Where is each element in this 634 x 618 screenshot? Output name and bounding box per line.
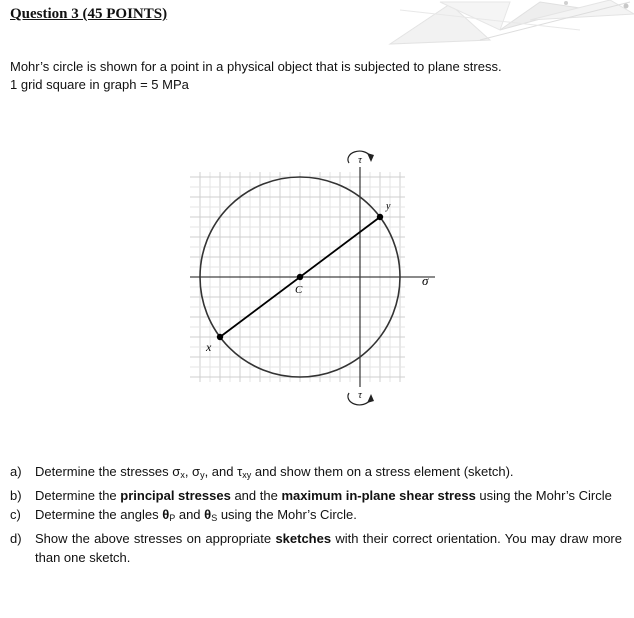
sigma-label: σ [422,273,429,288]
text-run: Determine the [35,487,121,503]
text-run: and the [230,487,282,503]
point-x [217,334,223,340]
question-title: Question 3 (45 POINTS) [10,6,168,22]
intro-text [10,58,502,94]
subscript: y [200,470,205,480]
question-b [10,486,622,506]
tau-label-top: τ [358,155,362,166]
point-y-label: y [386,201,391,212]
text-run: using the Mohr’s Circle [475,487,612,503]
mohrs-circle-figure [120,112,450,442]
center-point [297,274,303,280]
text-run: and show them on a stress element (sketch). [251,464,514,479]
text-run: and [175,507,205,522]
tau-label-bottom: τ [358,390,362,401]
question-a [10,462,622,486]
tau-symbol: τ [237,464,243,479]
text-run: , [184,464,193,479]
question-list [10,462,622,568]
sigma-symbol: σ [192,464,201,479]
question-a-label: a) [10,464,22,479]
text-run: Determine the stresses [35,464,173,479]
text-run: Determine the angles [35,507,163,522]
question-c [10,505,622,529]
sigma-symbol: σ [172,464,181,479]
theta-symbol: θ [204,507,212,522]
text-run: , and [204,464,238,479]
subscript: P [169,513,176,523]
question-a-text [35,462,622,486]
subscript: x [180,470,185,480]
arrowhead-icon [367,394,374,403]
question-b-text [35,486,622,506]
emphasis: maximum in-plane shear stress [281,487,476,503]
emphasis: sketches [275,530,332,546]
center-label: C [295,284,303,296]
subscript: xy [242,470,252,480]
theta-symbol: θ [162,507,170,522]
question-d-text [35,529,622,568]
grid-scale-note: 1 grid square in graph = 5 MPa [10,77,189,92]
point-y [377,214,383,220]
question-b-label: b) [10,487,22,503]
question-d-label: d) [10,530,22,546]
text-run: using the Mohr’s Circle. [217,507,357,522]
point-x-label: x [206,340,212,354]
subscript: S [211,513,218,523]
emphasis: principal stresses [120,487,231,503]
question-c-text [35,505,622,529]
text-run: Show the above stresses on appropriate [35,530,276,546]
arrowhead-icon [367,153,374,162]
intro-description: Mohr’s circle is shown for a point in a physical object that is subjected to plane stress. [10,59,502,74]
decorative-header-graphic [380,0,634,48]
text-run: with their correct orientation. You may draw more than one sketch. [35,530,622,565]
question-d [10,529,622,568]
question-c-label: c) [10,507,21,522]
